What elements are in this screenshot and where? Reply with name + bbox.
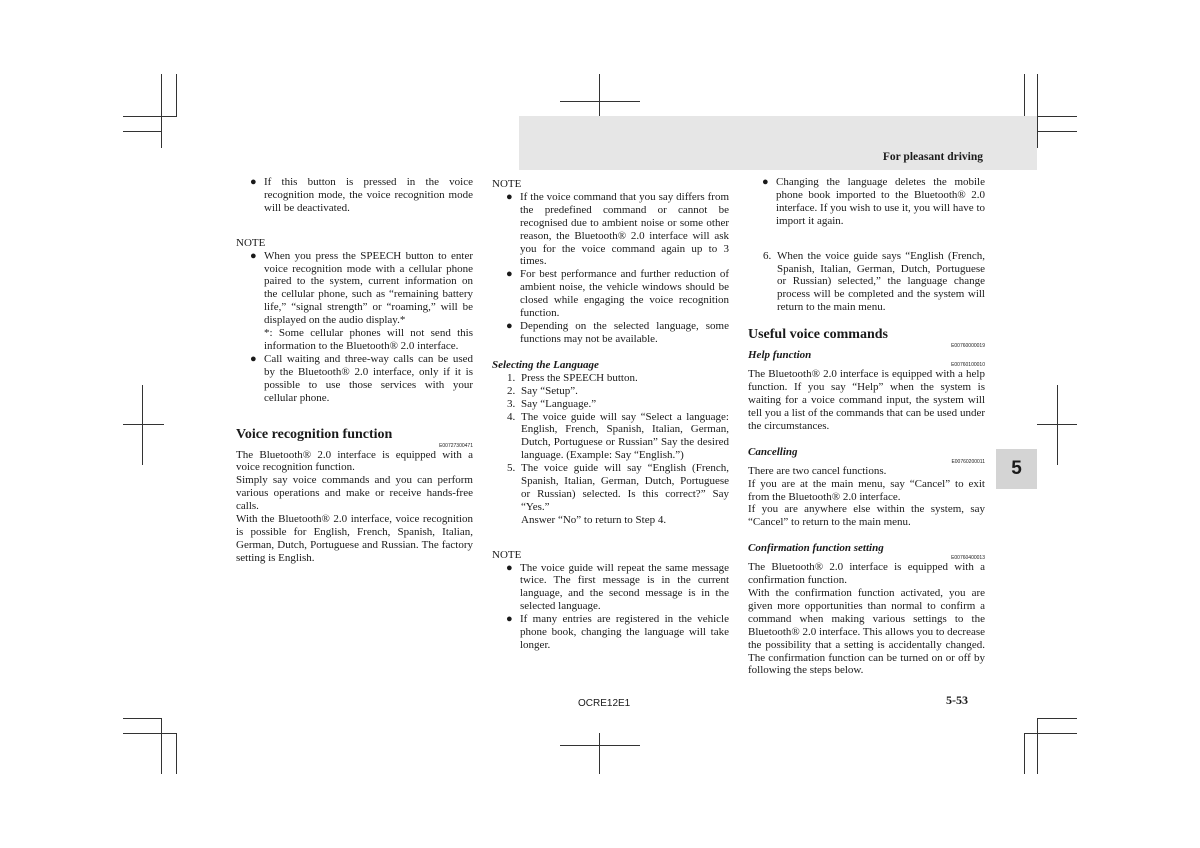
note-label: NOTE <box>492 178 522 190</box>
reference-code: E00760400013 <box>951 555 985 562</box>
crop-mark-mr-v <box>1057 385 1058 465</box>
step-text: Say “Language.” <box>521 397 597 410</box>
step-number: 4. <box>507 410 516 423</box>
bullet-item: ● When you press the SPEECH button to enter voice recognition mode with a cellular phone paired to the system, current information on the cellular phone, such as “remaining battery life,” “signal strength” or “roaming,” will be displayed on the audio display.* <box>236 250 473 327</box>
sub-heading: Help function <box>748 349 812 362</box>
footnote-text: *: Some cellular phones will not send this information to the Bluetooth® 2.0 interface. <box>264 327 473 352</box>
crop-mark-ml-h <box>123 424 164 425</box>
bullet-item: ● If many entries are registered in the vehicle phone book, changing the language will take longer. <box>492 613 729 652</box>
step-text: The voice guide will say “Select a language: English, French, Spanish, Italian, German, Dutch, Portuguese or Russian” Say the desired language. (Example: Say “English.”) <box>521 410 729 462</box>
step-number: 1. <box>507 371 516 384</box>
body-paragraph: If you are anywhere else within the system, say “Cancel” to return to the main menu. <box>748 503 985 529</box>
note-label: NOTE <box>236 236 266 249</box>
step-text: When the voice guide says “English (French, Spanish, Italian, German, Dutch, Portuguese or Russian) selected,” the language change process will be completed and the system will return to the main menu. <box>777 249 985 314</box>
crop-mark-br-v2 <box>1037 718 1038 774</box>
crop-mark-br-h2 <box>1024 733 1077 734</box>
step-number: 3. <box>507 397 516 410</box>
bullet-item: ● If this button is pressed in the voice recognition mode, the voice recognition mode will be deactivated. <box>236 176 473 215</box>
crop-mark-tl-v1 <box>161 74 162 148</box>
column-middle <box>492 178 729 652</box>
reference-code: E00727300471 <box>439 442 473 449</box>
bullet-item: ● For best performance and further reduction of ambient noise, the vehicle windows should be closed while engaging the voice recognition function. <box>492 268 729 320</box>
reference-code: E00760000019 <box>951 343 985 350</box>
page-number: 5-53 <box>946 693 968 707</box>
crop-mark-tr-v1 <box>1024 74 1025 116</box>
reference-code: E00760100010 <box>951 362 985 369</box>
crop-mark-bl-v1 <box>161 718 162 774</box>
crop-mark-tl-v2 <box>176 74 177 116</box>
crop-mark-ml-v <box>142 385 143 465</box>
crop-mark-bl-h1 <box>123 718 161 719</box>
body-paragraph: If you are at the main menu, say “Cancel” to exit from the Bluetooth® 2.0 interface. <box>748 477 985 503</box>
note-label: NOTE <box>492 548 522 561</box>
crop-mark-tc-h <box>560 101 640 102</box>
step-number: 5. <box>507 462 516 475</box>
step-item <box>492 411 729 463</box>
sub-heading: Cancelling <box>748 445 798 458</box>
step-item <box>492 398 729 411</box>
bullet-item: ● The voice guide will repeat the same message twice. The first message is in the current language, and the second message is in the selected language. <box>492 562 729 614</box>
bullet-item: ● Depending on the selected language, some functions may not be available. <box>492 320 729 346</box>
bullet-item: ● If the voice command that you say differs from the predefined command or cannot be recognised due to ambient noise or some other reason, the Bluetooth® 2.0 interface will ask you for the voice command again up to 3 times. <box>492 191 729 268</box>
step-item <box>492 462 729 514</box>
document-code: OCRE12E1 <box>578 698 631 709</box>
bullet-item: ● Call waiting and three-way calls can be used by the Bluetooth® 2.0 interface, only if it is possible to use those services with your cellular phone. <box>236 353 473 405</box>
step-text: Press the SPEECH button. <box>521 371 638 384</box>
crop-mark-tr-v2 <box>1037 74 1038 148</box>
body-paragraph: The Bluetooth® 2.0 interface is equipped with a help function. If you say “Help” when the system is waiting for a voice command input, the system will tell you a list of the commands that can be used under the circumstances. <box>748 368 985 432</box>
body-paragraph: With the Bluetooth® 2.0 interface, voice recognition is possible for English, French, Spanish, Italian, German, Dutch, Portuguese and Russian. The factory setting is English. <box>236 513 473 564</box>
section-heading: Useful voice commands <box>748 327 888 343</box>
crop-mark-br-v1 <box>1024 733 1025 774</box>
body-paragraph: The Bluetooth® 2.0 interface is equipped with a confirmation function. <box>748 561 985 587</box>
crop-mark-bl-v2 <box>176 733 177 774</box>
step-number: 2. <box>507 384 516 397</box>
sub-heading: Confirmation function setting <box>748 542 884 555</box>
step-text: The voice guide will say “English (French, Spanish, Italian, German, Dutch, Portuguese or Russian) selected. Is this correct?” Say “Yes.” <box>521 462 729 513</box>
body-paragraph: There are two cancel functions. <box>748 464 887 477</box>
crop-mark-tl-h1 <box>123 116 177 117</box>
crop-mark-tr-h2 <box>1037 131 1077 132</box>
crop-mark-mr-h <box>1037 424 1077 425</box>
body-paragraph: Simply say voice commands and you can perform various operations and make or receive hands-free calls. <box>236 474 473 513</box>
crop-mark-bc-v <box>599 733 600 774</box>
crop-mark-bc-h <box>560 745 640 746</box>
step-item <box>748 250 985 315</box>
crop-mark-br-h1 <box>1037 718 1077 719</box>
step-item <box>492 385 729 398</box>
step-item <box>492 372 729 385</box>
crop-mark-bl-h2 <box>123 733 177 734</box>
column-right <box>748 176 985 677</box>
reference-code: E00760200011 <box>951 458 985 465</box>
section-heading: Voice recognition function <box>236 426 393 442</box>
step-extra-text: Answer “No” to return to Step 4. <box>521 513 667 526</box>
sub-heading: Selecting the Language <box>492 358 599 371</box>
bullet-item: ● Changing the language deletes the mobile phone book imported to the Bluetooth® 2.0 interface. If you wish to use it, you will have to import it again. <box>748 176 985 228</box>
crop-mark-tl-h2 <box>123 131 161 132</box>
column-left <box>236 176 473 565</box>
chapter-tab: 5 <box>996 449 1037 489</box>
body-paragraph: The Bluetooth® 2.0 interface is equipped with a voice recognition function. <box>236 448 473 474</box>
section-title: For pleasant driving <box>882 151 983 163</box>
step-text: Say “Setup”. <box>521 384 578 397</box>
body-paragraph: With the confirmation function activated, you are given more opportunities than normal to confirm a command when making various settings to the Bluetooth® 2.0 interface. This allows you to decrease the possibility that a setting is accidentally changed. The confirmation function can be turned on or off by following the steps below. <box>748 587 985 677</box>
step-number: 6. <box>763 249 772 262</box>
